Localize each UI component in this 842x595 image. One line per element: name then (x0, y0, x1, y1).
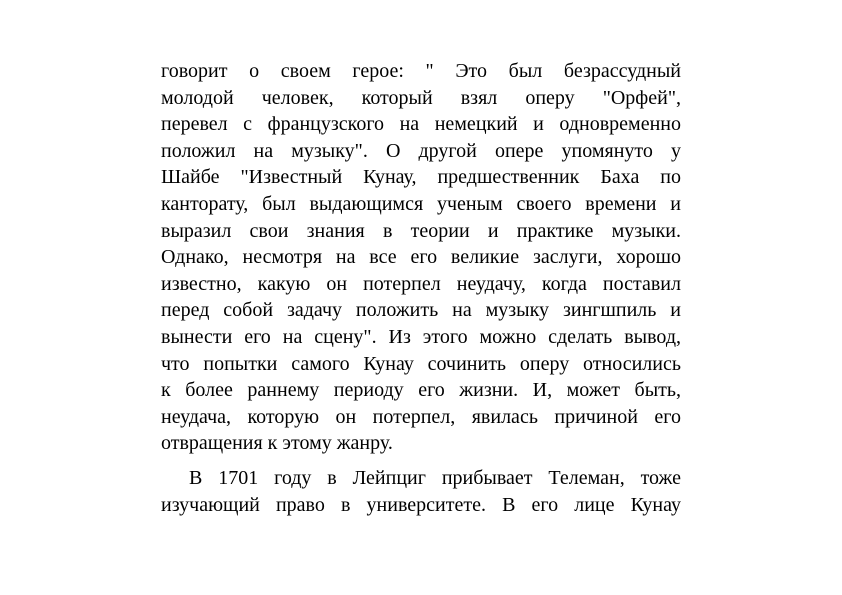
text-line: Однако, несмотря на все его великие заслуги, хорошо (161, 246, 681, 269)
text-line: известно, какую он потерпел неудачу, когда поставил (161, 272, 681, 295)
text-line: что попытки самого Кунау сочинить оперу относились (161, 352, 681, 375)
text-line: неудача, которую он потерпел, явилась причиной его (161, 405, 681, 428)
text-line: Шайбе "Известный Кунау, предшественник Баха по (161, 166, 681, 189)
text-line: канторату, был выдающимся ученым своего времени и (161, 192, 681, 215)
text-line: изучающий право в университете. В его лице Кунау (161, 493, 681, 516)
text-line: вынести его на сцену". Из этого можно сделать вывод, (161, 325, 681, 348)
paragraph (161, 465, 681, 518)
text-line: выразил свои знания в теории и практике музыки. (161, 219, 681, 242)
paragraph-spacer (161, 457, 681, 465)
body-text (161, 58, 681, 518)
text-line: перевел с французского на немецкий и одновременно (161, 113, 681, 136)
text-line: В 1701 году в Лейпциг прибывает Телеман, тоже (189, 466, 681, 489)
paragraph (161, 58, 681, 457)
text-line: к более раннему периоду его жизни. И, может быть, (161, 379, 681, 402)
text-line: молодой человек, который взял оперу "Орфей", (161, 86, 681, 109)
text-line: отвращения к этому жанру. (161, 432, 393, 455)
text-line: перед собой задачу положить на музыку зингшпиль и (161, 299, 681, 322)
text-line: положил на музыку". О другой опере упомянуто у (161, 139, 681, 162)
text-line: говорит о своем герое: " Это был безрассудный (161, 60, 681, 82)
